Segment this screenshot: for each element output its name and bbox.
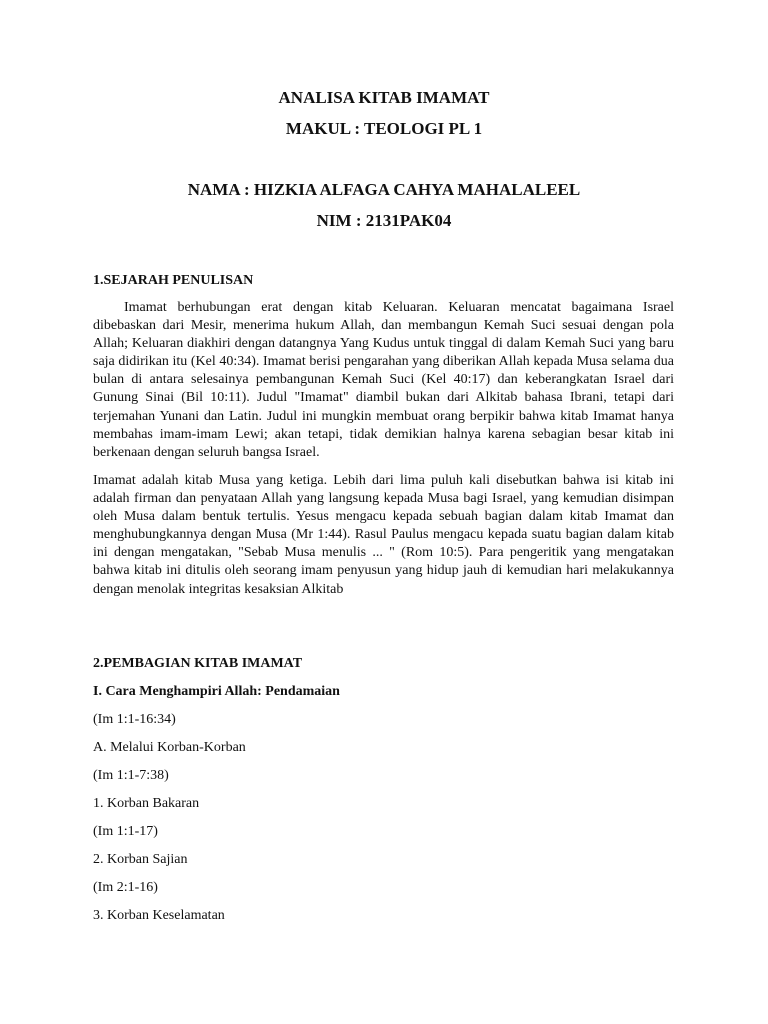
paragraph: Imamat adalah kitab Musa yang ketiga. Lebih dari lima puluh kali disebutkan bahwa isi kitab ini adalah firman dan penyataan Allah yang langsung kepada Musa bagi Israel, yang kemudian disimpan oleh Musa dalam bentuk tertulis. Yesus mengacu kepada sebuah bagian dalam kitab Imamat dan menghubungkannya dengan Musa (Mr 1:44). Rasul Paulus mengacu kepada suatu bagian dalam kitab ini dengan mengatakan, "Sebab Musa menulis ... " (Rom 10:5). Para pengeritik yang mengatakan bahwa kitab ini ditulis oleh seorang imam penyusun yang hidup jauh di kemudian hari melakukannya dengan menolak integritas kesaksian Alkitab	[93, 473, 674, 597]
section-heading-pembagian: 2.PEMBAGIAN KITAB IMAMAT	[93, 656, 303, 671]
outline-item: (Im 1:1-7:38)	[93, 768, 169, 783]
outline-item: (Im 1:1-17)	[93, 824, 158, 839]
paragraph: Imamat berhubungan erat dengan kitab Keluaran. Keluaran mencatat bagaimana Israel dibebaskan dari Mesir, menerima hukum Allah, dan membangun Kemah Suci sesuai dengan pola Allah; Keluaran diakhiri dengan datangnya Yang Kudus untuk tinggal di dalam Kemah Suci yang baru saja didirikan itu (Kel 40:34). Imamat berisi pengarahan yang diberikan Allah kepada Musa selama dua bulan di antara selesainya pembangunan Kemah Suci (Kel 40:17) dan keberangkatan Israel dari Gunung Sinai (Bil 10:11). Judul "Imamat" diambil bukan dari Alkitab bahasa Ibrani, tetapi dari terjemahan Yunani dan Latin. Judul ini mungkin membuat orang berpikir bahwa kitab Imamat hanya membahas imam-imam Lewi; akan tetapi, tidak demikian halnya karena sebagian besar kitab ini berkenaan dengan seluruh bangsa Israel.	[93, 300, 674, 460]
document-title: ANALISA KITAB IMAMAT	[278, 88, 490, 107]
outline-item: A. Melalui Korban-Korban	[93, 740, 246, 755]
outline-item: 3. Korban Keselamatan	[93, 908, 225, 923]
student-name-line: NAMA : HIZKIA ALFAGA CAHYA MAHALALEEL	[187, 180, 581, 199]
section-heading-sejarah: 1.SEJARAH PENULISAN	[93, 273, 254, 288]
outline-item: 2. Korban Sajian	[93, 852, 188, 867]
outline-subheading: I. Cara Menghampiri Allah: Pendamaian	[93, 684, 340, 699]
outline-item: (Im 2:1-16)	[93, 880, 158, 895]
outline-item: (Im 1:1-16:34)	[93, 712, 176, 727]
student-nim-line: NIM : 2131PAK04	[316, 211, 452, 230]
outline-item: 1. Korban Bakaran	[93, 796, 200, 811]
course-line: MAKUL : TEOLOGI PL 1	[285, 119, 483, 138]
